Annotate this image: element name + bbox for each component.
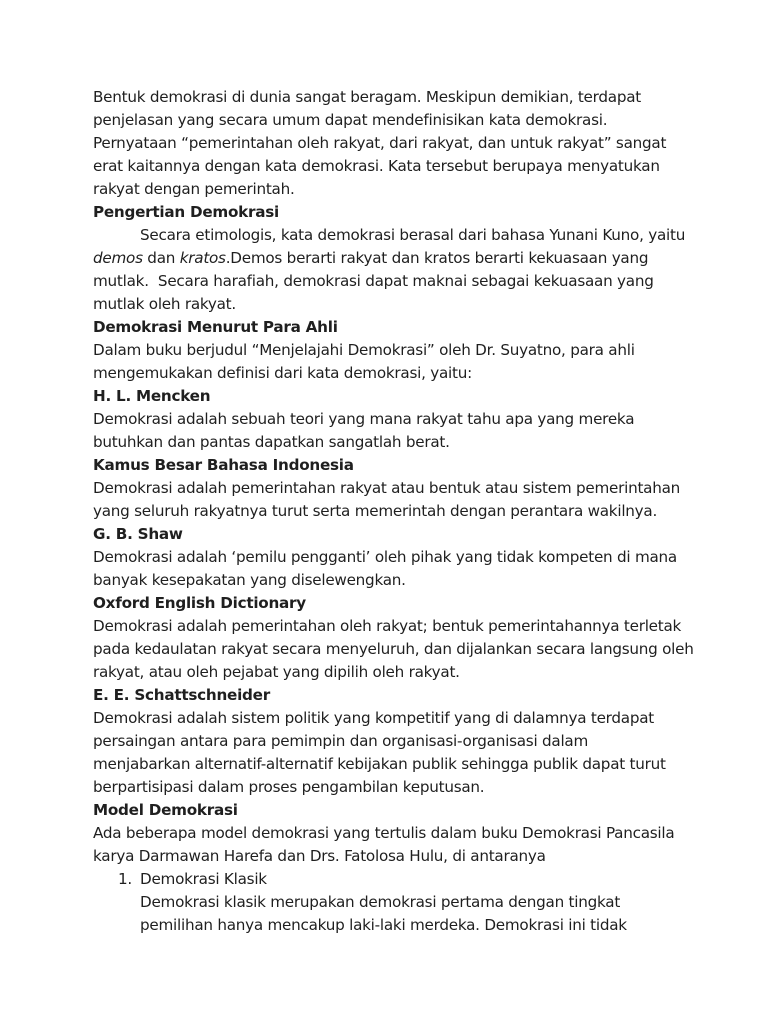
text-line: erat kaitannya dengan kata demokrasi. Kata tersebut berupaya menyatukan (93, 157, 660, 175)
intro-paragraph (93, 86, 682, 201)
text-line (93, 247, 682, 270)
expert-entry (93, 523, 682, 592)
expert-name: Oxford English Dictionary (93, 594, 306, 612)
text-line: berpartisipasi dalam proses pengambilan keputusan. (93, 778, 485, 796)
text-line: Demokrasi adalah ‘pemilu pengganti’ oleh pihak yang tidak kompeten di mana (93, 548, 677, 566)
text-line: Ada beberapa model demokrasi yang tertulis dalam buku Demokrasi Pancasila (93, 824, 675, 842)
text-line: karya Darmawan Harefa dan Drs. Fatolosa Hulu, di antaranya (93, 847, 546, 865)
expert-entry (93, 684, 682, 799)
pengertian-paragraph (93, 224, 686, 316)
text-line: Secara etimologis, kata demokrasi berasal dari bahasa Yunani Kuno, yaitu (140, 226, 686, 244)
term-kratos: kratos (179, 249, 226, 267)
text-fragment: .Demos berarti rakyat dan kratos berarti kekuasaan yang (225, 249, 649, 267)
text-line: penjelasan yang secara umum dapat mendefinisikan kata demokrasi. (93, 111, 608, 129)
text-line: Bentuk demokrasi di dunia sangat beragam. Meskipun demikian, terdapat (93, 88, 641, 106)
text-line: Demokrasi adalah pemerintahan rakyat atau bentuk atau sistem pemerintahan (93, 479, 681, 497)
text-line: rakyat dengan pemerintah. (93, 180, 295, 198)
list-number: 1. (118, 870, 132, 888)
text-line: pemilihan hanya mencakup laki-laki merdeka. Demokrasi ini tidak (140, 916, 627, 934)
text-line: Demokrasi klasik merupakan demokrasi pertama dengan tingkat (140, 893, 621, 911)
text-line: Demokrasi adalah sebuah teori yang mana rakyat tahu apa yang mereka (93, 410, 635, 428)
expert-entry (93, 592, 694, 684)
expert-entry (93, 385, 682, 454)
text-line: menjabarkan alternatif-alternatif kebijakan publik sehingga publik dapat turut (93, 755, 666, 773)
text-line: Dalam buku berjudul “Menjelajahi Demokrasi” oleh Dr. Suyatno, para ahli (93, 341, 635, 359)
text-line: persaingan antara para pemimpin dan organisasi-organisasi dalam (93, 732, 589, 750)
list-item (93, 868, 682, 937)
expert-entry (93, 454, 682, 523)
text-line: Pernyataan “pemerintahan oleh rakyat, dari rakyat, dan untuk rakyat” sangat (93, 134, 667, 152)
term-demos: demos (93, 249, 143, 267)
text-line: rakyat, atau oleh pejabat yang dipilih oleh rakyat. (93, 663, 460, 681)
text-line: mengemukakan definisi dari kata demokrasi, yaitu: (93, 364, 472, 382)
text-line: Demokrasi adalah sistem politik yang kompetitif yang di dalamnya terdapat (93, 709, 655, 727)
text-line: yang seluruh rakyatnya turut serta memerintah dengan perantara wakilnya. (93, 502, 658, 520)
text-line: banyak kesepakatan yang diselewengkan. (93, 571, 406, 589)
expert-name: G. B. Shaw (93, 525, 183, 543)
section-heading-model: Model Demokrasi (93, 801, 238, 819)
section-heading-pengertian: Pengertian Demokrasi (93, 203, 279, 221)
text-line: Demokrasi adalah pemerintahan oleh rakyat; bentuk pemerintahannya terletak (93, 617, 682, 635)
text-line: pada kedaulatan rakyat secara menyeluruh, dan dijalankan secara langsung oleh (93, 640, 694, 658)
expert-name: H. L. Mencken (93, 387, 211, 405)
text-fragment: dan (142, 249, 180, 267)
list-item-title: Demokrasi Klasik (140, 870, 267, 888)
expert-name: E. E. Schattschneider (93, 686, 270, 704)
expert-name: Kamus Besar Bahasa Indonesia (93, 456, 354, 474)
list-item-title-line (93, 868, 682, 891)
text-line: mutlak. Secara harafiah, demokrasi dapat maknai sebagai kekuasaan yang (93, 272, 654, 290)
text-line: butuhkan dan pantas dapatkan sangatlah berat. (93, 433, 450, 451)
section-heading-para-ahli: Demokrasi Menurut Para Ahli (93, 318, 338, 336)
text-line: mutlak oleh rakyat. (93, 295, 236, 313)
